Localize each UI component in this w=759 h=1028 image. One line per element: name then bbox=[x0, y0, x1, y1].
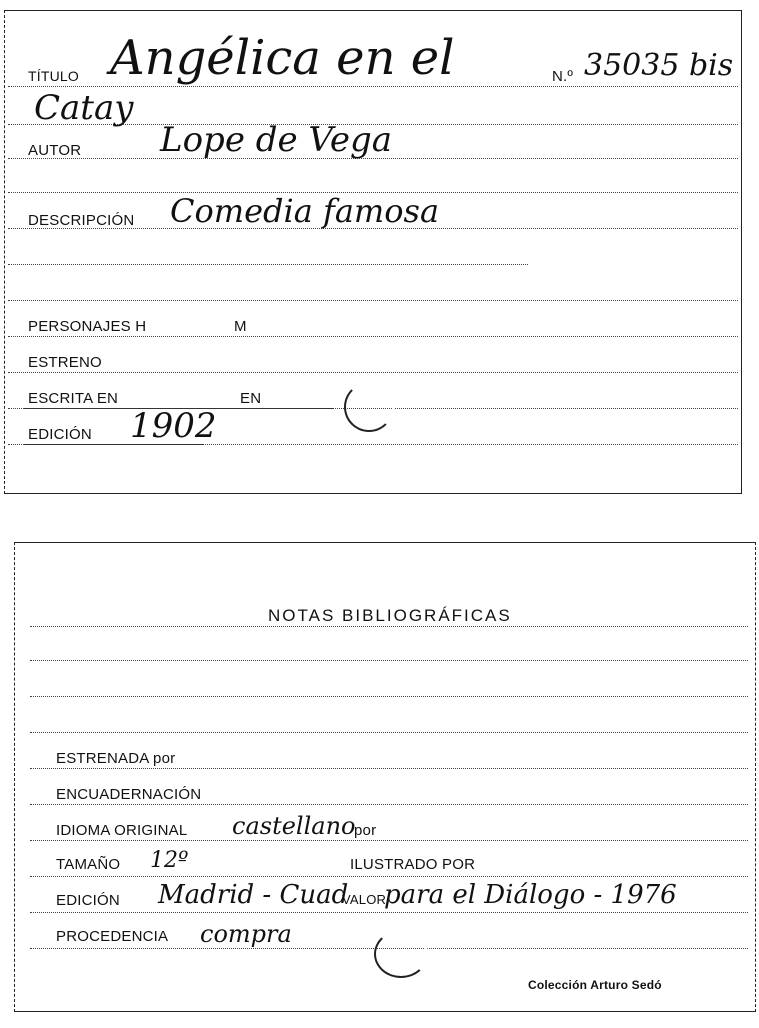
rule-line bbox=[8, 372, 738, 373]
edicion2-value-b: para el Diálogo - 1976 bbox=[384, 880, 677, 910]
rule-line bbox=[30, 768, 748, 769]
personajes-m-label: M bbox=[234, 318, 247, 335]
escrita-label: ESCRITA EN bbox=[28, 390, 119, 407]
collection-footer: Colección Arturo Sedó bbox=[528, 978, 662, 992]
edicion-value: 1902 bbox=[130, 406, 217, 446]
titulo-value: Angélica en el bbox=[110, 30, 455, 86]
estreno-label: ESTRENO bbox=[28, 354, 102, 371]
descripcion-value: Comedia famosa bbox=[170, 192, 440, 230]
encuadernacion-label: ENCUADERNACIÓN bbox=[56, 786, 202, 803]
edicion2-value-a: Madrid - Cuad bbox=[158, 880, 349, 910]
valor-label: VALOR bbox=[342, 892, 387, 907]
estrenada-label: ESTRENADA por bbox=[56, 750, 176, 767]
idioma-value: castellano bbox=[232, 812, 356, 840]
rule-line bbox=[8, 336, 738, 337]
rule-line bbox=[30, 732, 748, 733]
rule-line bbox=[30, 626, 748, 627]
tamano-value: 12º bbox=[150, 848, 189, 873]
rule-line bbox=[30, 696, 748, 697]
rule-line bbox=[30, 912, 748, 913]
edicion-label: EDICIÓN bbox=[28, 426, 92, 443]
rule-line bbox=[30, 840, 748, 841]
idioma-por-label: por bbox=[354, 822, 377, 839]
tamano-label: TAMAÑO bbox=[56, 856, 121, 873]
ilustrado-label: ILUSTRADO POR bbox=[350, 856, 476, 873]
descripcion-label: DESCRIPCIÓN bbox=[28, 212, 135, 229]
punch-hole-mark bbox=[374, 930, 428, 978]
personajes-label: PERSONAJES H bbox=[28, 318, 147, 335]
procedencia-value: compra bbox=[200, 920, 292, 948]
rule-line bbox=[30, 804, 748, 805]
notas-heading: NOTAS BIBLIOGRÁFICAS bbox=[268, 606, 512, 625]
numero-label: N.º bbox=[552, 68, 574, 85]
autor-value: Lope de Vega bbox=[160, 120, 393, 160]
autor-label: AUTOR bbox=[28, 142, 82, 159]
rule-line bbox=[30, 660, 748, 661]
punch-hole-mark bbox=[344, 382, 394, 432]
titulo-value-line2: Catay bbox=[34, 88, 134, 128]
procedencia-label: PROCEDENCIA bbox=[56, 928, 169, 945]
rule-line bbox=[8, 86, 738, 87]
rule-line bbox=[8, 300, 738, 301]
rule-line bbox=[8, 264, 528, 265]
escrita-en-label: EN bbox=[240, 390, 262, 407]
rule-line bbox=[30, 876, 748, 877]
edicion2-label: EDICIÓN bbox=[56, 892, 120, 909]
titulo-label: TÍTULO bbox=[28, 68, 79, 84]
idioma-label: IDIOMA ORIGINAL bbox=[56, 822, 188, 839]
numero-value: 35035 bis bbox=[584, 48, 734, 83]
